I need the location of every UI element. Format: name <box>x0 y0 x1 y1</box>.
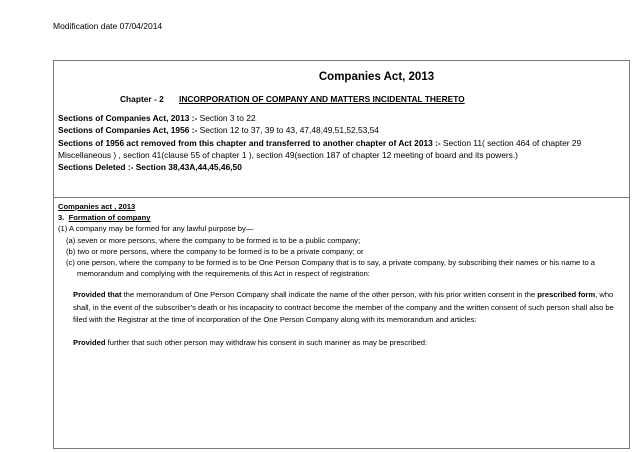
proviso-1-term: prescribed form <box>537 290 596 300</box>
clause-1: (1) A company may be formed for any lawful purpose by— <box>58 224 254 234</box>
sections-1956-line <box>58 124 625 136</box>
sections-moved-value: Section 11( section 464 of chapter 29 Miscellaneous ) , section 41(clause 55 of chapter 1 ), section 49(section 187 of chapter 12 meeting of board and its powers.) <box>58 137 582 160</box>
summary-header <box>54 61 629 198</box>
sections-1956-label: Sections of Companies Act, 1956 :- <box>58 125 198 136</box>
section-body <box>54 198 629 349</box>
sections-2013-value: Section 3 to 22 <box>197 113 256 123</box>
chapter-title: INCORPORATION OF COMPANY AND MATTERS INCIDENTAL THERETO <box>179 94 465 104</box>
section-number: 3. <box>58 213 65 223</box>
proviso-1-lead: Provided that <box>73 290 122 300</box>
item-a: (a) seven or more persons, where the company to be formed is to be a public company; <box>66 235 361 245</box>
proviso-2-text: further that such other person may withdraw his consent in such manner as may be prescribed: <box>105 337 428 347</box>
proviso-2-lead: Provided <box>73 337 106 347</box>
chapter-number: Chapter - 2 <box>120 94 164 104</box>
item-c: (c) one person, where the company to be formed is to be One Person Company that is to say, a private company, by subscribing their names or his name to a memorandum and complying with the requirements of this Act in respect of registration: <box>66 258 596 279</box>
sections-moved-label: Sections of 1956 act removed from this chapter and transferred to another chapter of Act 2013 :- <box>58 137 441 148</box>
proviso-1-text-a: the memorandum of One Person Company shall indicate the name of the other person, with his prior written consent in the <box>121 290 538 300</box>
proviso-2 <box>58 337 625 349</box>
sections-deleted: Sections Deleted :- Section 38,43A,44,45,46,50 <box>58 162 242 173</box>
section-heading <box>58 212 625 223</box>
section-title: Formation of company <box>68 213 151 223</box>
act-reference: Companies act , 2013 <box>58 202 136 211</box>
act-summary-box <box>53 60 630 449</box>
sections-summary <box>58 112 625 173</box>
act-title: Companies Act, 2013 <box>318 71 435 83</box>
proviso-1-text-b: , who shall, in the event of the subscriber’s death or his incapacity to contract become the member of the company and the written consent of such person shall also be filed with the Registrar at the time of incorporation of the One Person Company along with its memorandum and articles: <box>73 290 614 325</box>
sections-moved-line <box>58 137 625 162</box>
sections-2013-line <box>58 112 625 124</box>
item-b: (b) two or more persons, where the company to be formed is to be a private company; or <box>66 246 364 256</box>
sections-2013-label: Sections of Companies Act, 2013 :- <box>58 113 198 123</box>
sections-deleted-line <box>58 161 625 173</box>
sections-1956-value: Section 12 to 37, 39 to 43, 47,48,49,51,52,53,54 <box>197 125 379 136</box>
modification-date: Modification date 07/04/2014 <box>53 21 163 31</box>
proviso-1 <box>58 289 625 326</box>
